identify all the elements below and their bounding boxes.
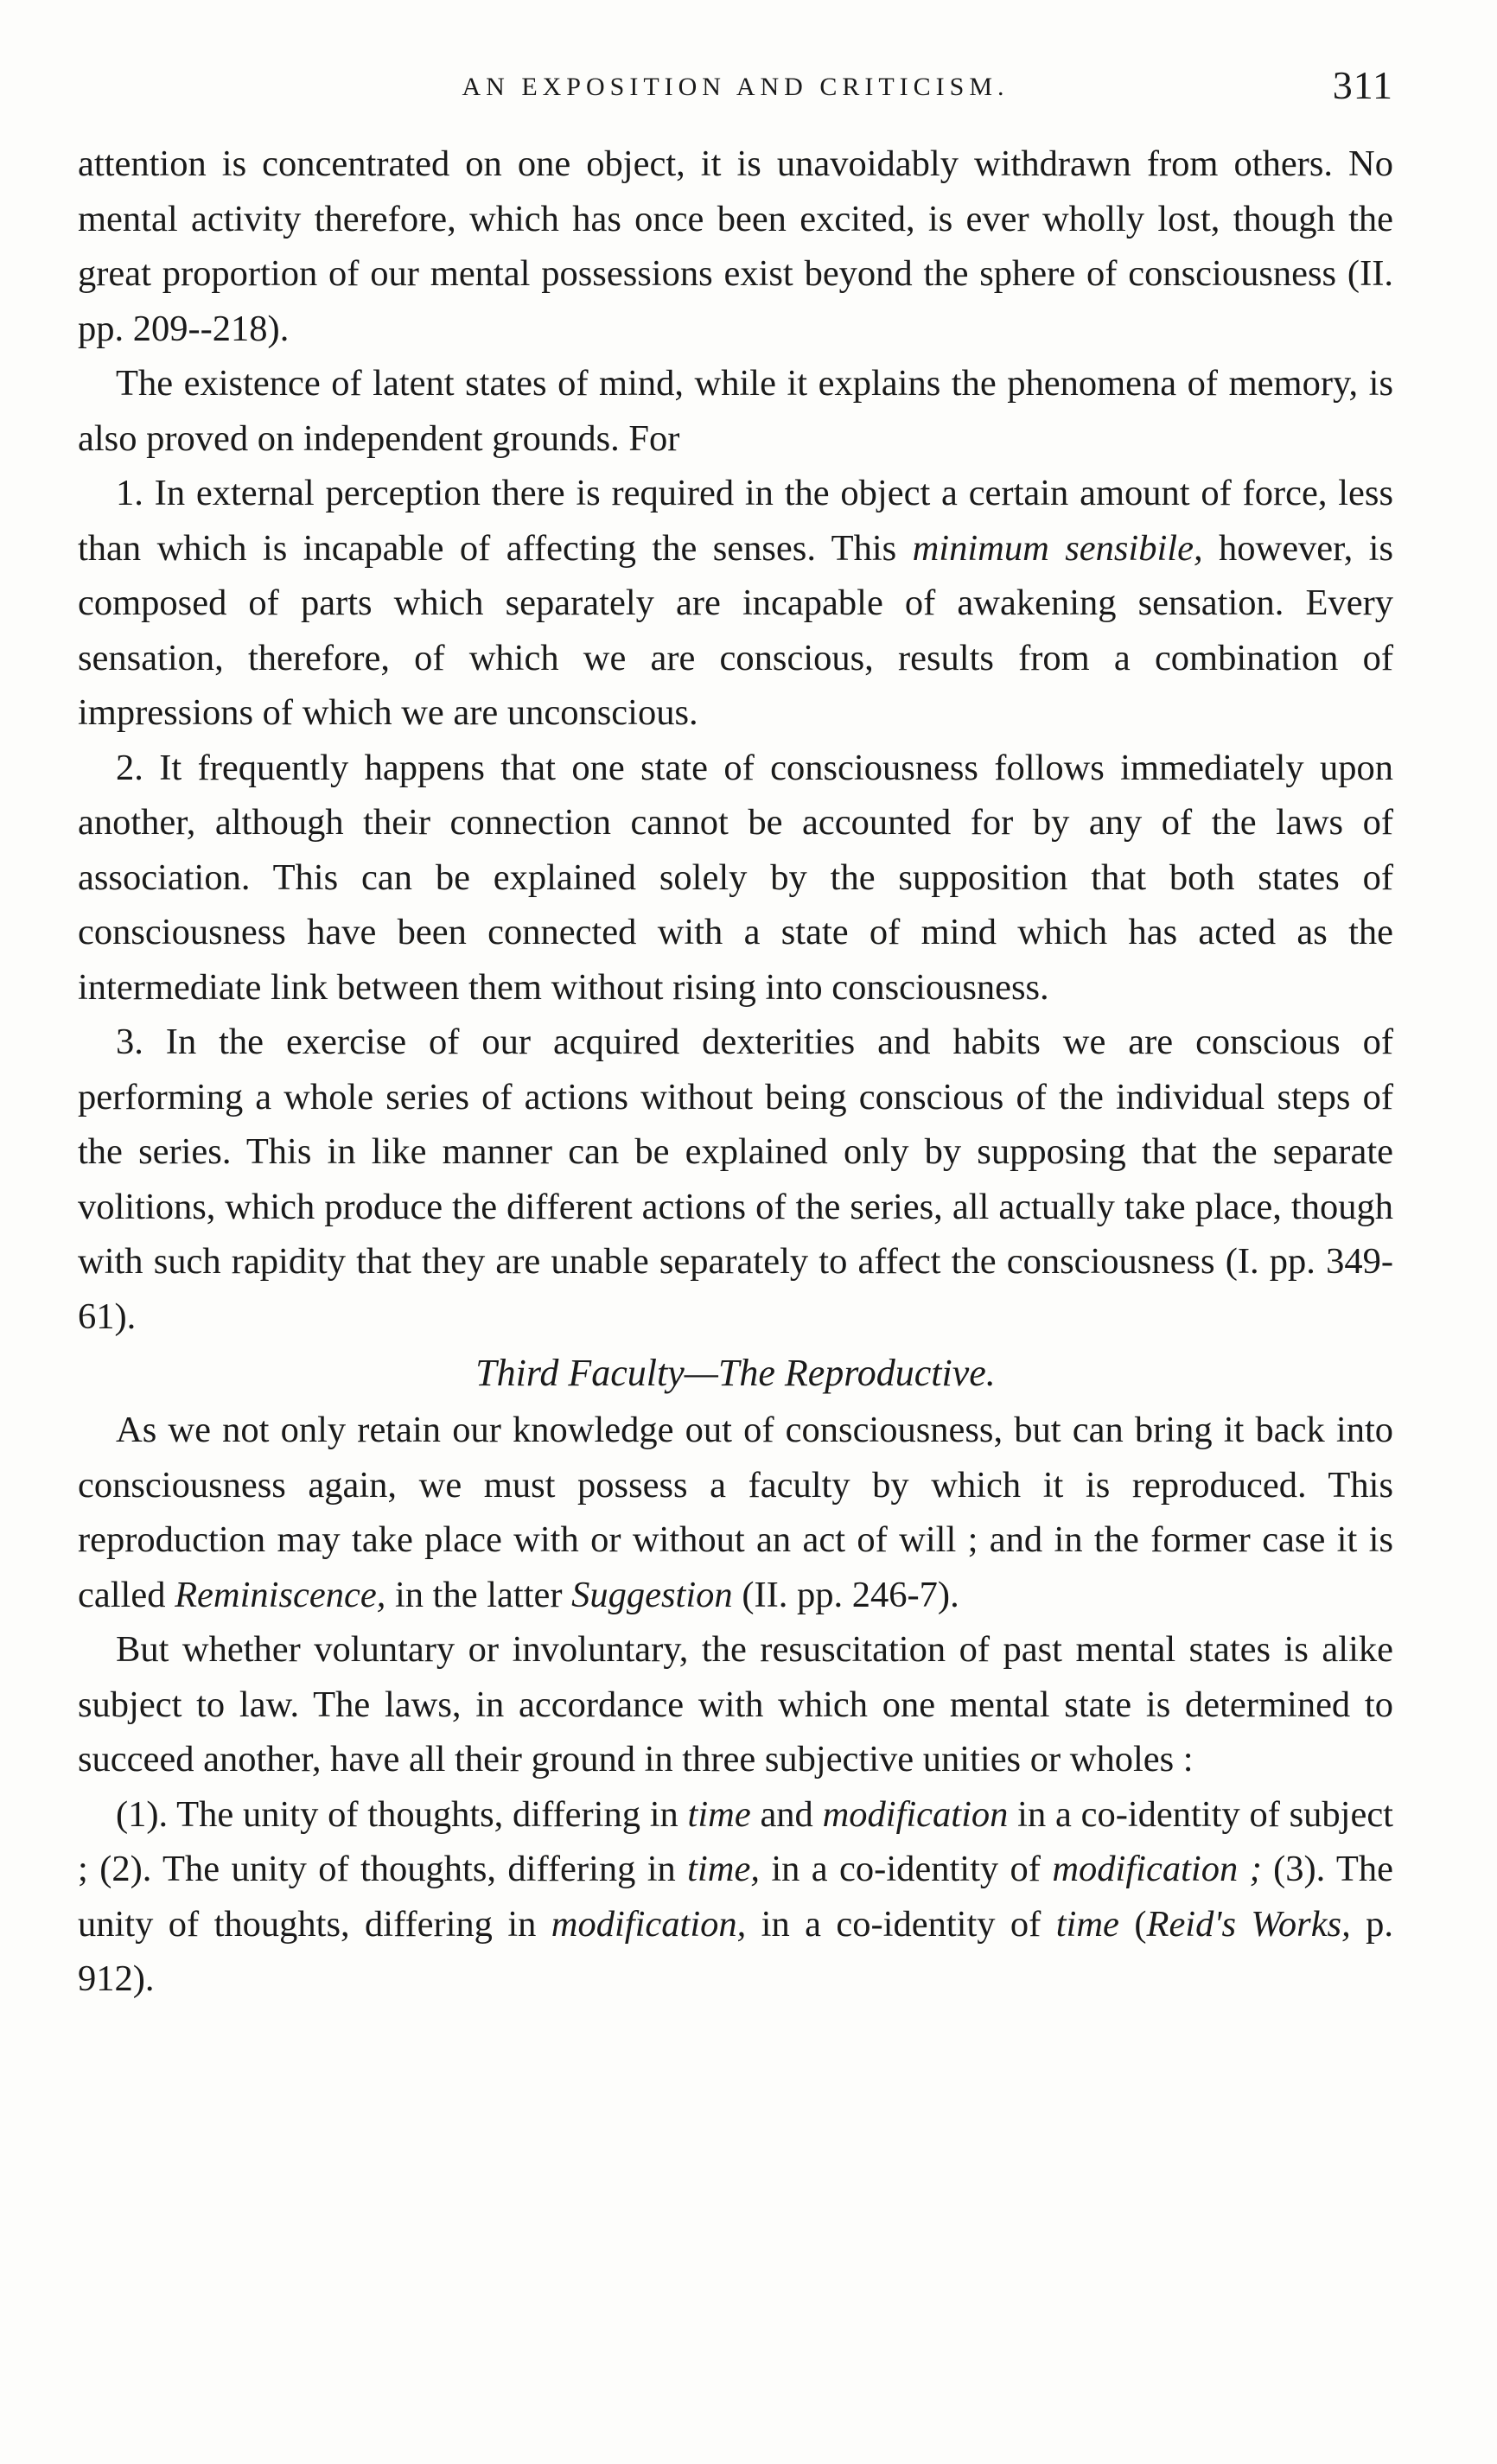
section-heading: Third Faculty—The Reproductive. <box>475 1352 996 1394</box>
italic-term: time, <box>687 1849 760 1889</box>
running-head <box>78 60 1393 121</box>
italic-term: modification <box>822 1793 1009 1835</box>
text-run: (II. pp. 246-7). <box>732 1574 959 1615</box>
paragraph <box>78 1403 1393 1622</box>
text-run: however, is composed of parts which separately are incapable of awakening sensation. Every sensation, therefore, of which we are conscious, results from a combination of impressions of which we are unconscious. <box>78 527 1394 733</box>
italic-term: minimum sensibile, <box>912 527 1203 569</box>
text-run: As we not only retain our knowledge out of consciousness, but can bring it back into consciousness again, we must possess a faculty by which it is reproduced. This reproduction may take place with or without an act of will ; and in the former case it is called <box>78 1410 1393 1615</box>
paragraph: 2. It frequently happens that one state of consciousness follows immediately upon another, although their connection cannot be accounted for by any of the laws of association. This can be explained solely by the supposition that both states of consciousness have been connected with a state of mind which has acted as the intermediate link between them without rising into consciousness. <box>78 747 1393 1008</box>
italic-citation: Reid's Works, <box>1146 1903 1351 1945</box>
text-run: in a co-identity of <box>759 1849 1053 1889</box>
running-title: AN EXPOSITION AND CRITICISM. <box>462 73 1010 101</box>
text-run: in a co-identity of subject ; (2). The unity of thoughts, differing in <box>78 1793 1393 1889</box>
text-run: ( <box>1118 1903 1147 1945</box>
text-run: in the latter <box>385 1574 572 1615</box>
paragraph <box>78 1787 1393 2007</box>
paragraph: But whether voluntary or involuntary, the resuscitation of past mental states is alike subject to law. The laws, in accordance with which one mental state is determined to succeed another, have all their ground in three subjective unities or wholes : <box>78 1629 1393 1780</box>
paragraph <box>78 466 1393 741</box>
paragraph: The existence of latent states of mind, while it explains the phenomena of memory, is also proved on independent grounds. For <box>78 363 1393 459</box>
text-run: (3). The unity of thoughts, differing in <box>78 1849 1393 1945</box>
paragraph: 3. In the exercise of our acquired dexterities and habits we are conscious of performing a whole series of actions without being conscious of the individual steps of the series. This in like manner can be explained only by supposing that the separate volitions, which produce the different actions of the series, all actually take place, though with such rapidity that they are unable separately to affect the consciousness (I. pp. 349-61). <box>78 1022 1393 1337</box>
italic-term: time <box>687 1793 751 1835</box>
paragraph: attention is concentrated on one object, it is unavoidably withdrawn from others. No mental activity therefore, which has once been excited, is ever wholly lost, though the great proportion of our mental possessions exist beyond the sphere of consciousness (II. pp. 209--218). <box>78 143 1393 349</box>
page-number: 311 <box>1332 63 1393 107</box>
text-run: 1. In external perception there is required in the object a certain amount of force, less than which is incapable of affecting the senses. This <box>78 473 1393 569</box>
italic-term: modification, <box>551 1903 747 1945</box>
text-run: in a co-identity of <box>746 1903 1056 1945</box>
text-run: p. 912). <box>78 1903 1393 1999</box>
italic-term: Reminiscence, <box>175 1574 386 1615</box>
italic-term: Suggestion <box>571 1574 733 1615</box>
book-page <box>78 60 1393 2007</box>
text-run: and <box>750 1793 823 1835</box>
italic-term: modification ; <box>1052 1849 1262 1889</box>
body-text <box>78 137 1393 2007</box>
text-run: (1). The unity of thoughts, differing in <box>116 1793 688 1835</box>
italic-term: time <box>1055 1903 1119 1945</box>
